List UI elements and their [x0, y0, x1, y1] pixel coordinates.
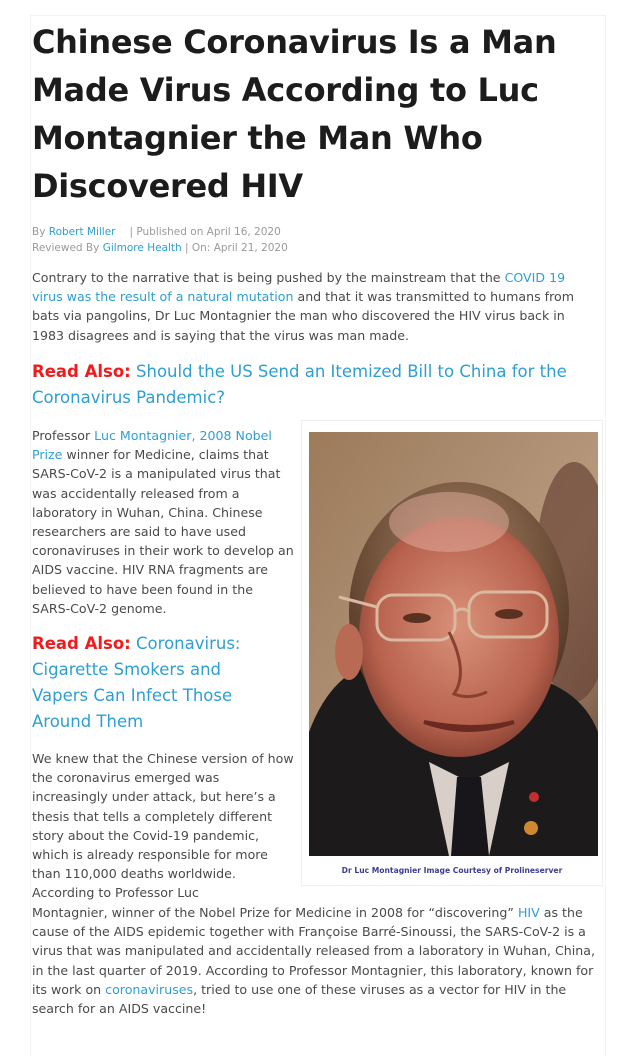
published-date: | Published on April 16, 2020	[129, 226, 281, 238]
by-label: By	[32, 226, 49, 238]
hiv-link[interactable]: HIV	[517, 905, 540, 920]
read-also-2	[32, 631, 282, 735]
coronaviruses-link[interactable]: coronaviruses	[105, 981, 194, 997]
intro-text: Contrary to the narrative that is being pushed by the mainstream that the	[32, 270, 505, 285]
figure-caption: Dr Luc Montagnier Image Courtesy of Prolineserver	[341, 866, 563, 875]
reviewed-date: | On: April 21, 2020	[181, 242, 288, 254]
author-link[interactable]: Robert Miller	[48, 226, 116, 238]
para2-text-cont: winner for Medicine, claims that SARS-CoV-2 is a manipulated virus that was accidentally released from a laboratory in Wuhan, China. Chinese researchers are said to have used coronaviruses in their work to develop an AIDS vaccine. HIV RNA fragments are believed to have been found in the SARS-CoV-2 genome.	[32, 447, 294, 616]
para2-text: Professor	[32, 428, 95, 443]
article-meta	[32, 224, 288, 256]
read-also-label: Read Also:	[32, 362, 131, 381]
montagnier-photo[interactable]	[309, 432, 598, 856]
intro-paragraph	[32, 268, 592, 345]
montagnier-nobel-link[interactable]: Luc Montagnier, 2008 Nobel Prize	[32, 428, 272, 463]
reviewer-link[interactable]: Gilmore Health	[102, 242, 182, 254]
article-title: Chinese Coronavirus Is a Man Made Virus According to Luc Montagnier the Man Who Discovered HIV	[32, 23, 557, 205]
intro-text-cont: and that it was transmitted to humans from bats via pangolins, Dr Luc Montagnier the man who discovered the HIV virus back in 1983 disagrees and is saying that the virus was man made.	[32, 289, 574, 343]
chinese-version-paragraph: We knew that the Chinese version of how the coronavirus emerged was increasingly under attack, but here’s a thesis that tells a completely different story about the Covid-19 pandemic, which is already responsible for more than 110,000 deaths worldwide. According to Professor Luc	[32, 751, 294, 901]
byline	[32, 224, 288, 240]
nobel-hiv-paragraph	[32, 903, 604, 1018]
montagnier-paragraph	[32, 426, 294, 618]
read-also-label: Read Also:	[32, 634, 131, 653]
review-line	[32, 240, 288, 256]
read-also-itemized-bill-link[interactable]: Should the US Send an Itemized Bill to China for the Coronavirus Pandemic?	[32, 362, 567, 407]
read-also-smokers-link[interactable]: Coronavirus: Cigarette Smokers and Vapers Can Infect Those Around Them	[32, 634, 241, 731]
read-also-1	[32, 359, 602, 411]
para4-text-end: , tried to use one of these viruses as a vector for HIV in the search for an AIDS vaccine!	[32, 981, 567, 1017]
para4-text: Montagnier, winner of the Nobel Prize for Medicine in 2008 for “discovering”	[32, 905, 518, 920]
portrait-illustration	[309, 432, 598, 856]
para4-text-cont: as the cause of the AIDS epidemic together with Françoise Barré-Sinoussi, the SARS-CoV-2 is a virus that was manipulated and accidentally released from a laboratory in Wuhan, China, in the last quarter of 2019. According to Professor Montagnier, this laboratory, known for its work on	[32, 905, 595, 997]
covid-natural-mutation-link[interactable]: COVID 19 virus was the result of a natural mutation	[32, 270, 566, 305]
montagnier-figure	[301, 420, 603, 886]
reviewed-label: Reviewed By	[32, 242, 103, 254]
